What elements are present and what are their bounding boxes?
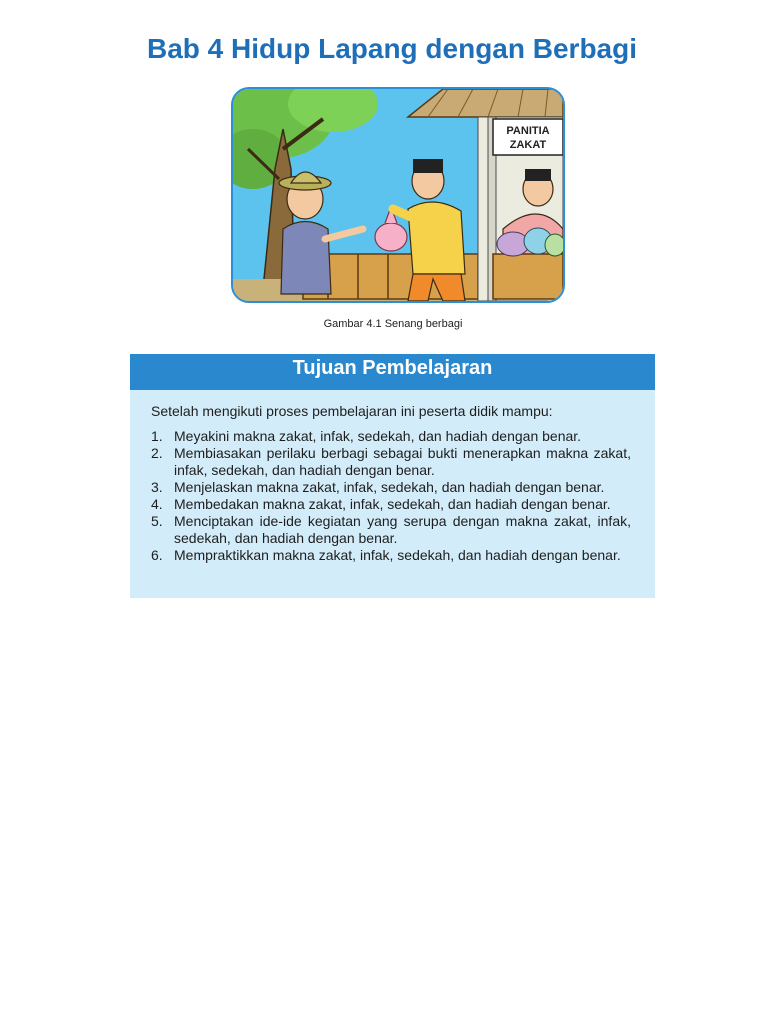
objective-item [151, 496, 631, 513]
objective-item [151, 513, 631, 547]
objective-text: Membedakan makna zakat, infak, sedekah, dan hadiah dengan benar. [174, 496, 611, 512]
objective-number: 3. [151, 479, 163, 495]
panitia-zakat-sign [493, 119, 563, 155]
svg-text:ZAKAT: ZAKAT [509, 139, 547, 151]
figure-caption: Gambar 4.1 Senang berbagi [323, 318, 463, 330]
svg-text:PANITIA: PANITIA [506, 125, 550, 137]
learning-objectives-box [130, 354, 655, 598]
zakat-illustration [231, 87, 565, 303]
objective-number: 1. [151, 428, 163, 444]
objective-text: Meyakini makna zakat, infak, sedekah, dan hadiah dengan benar. [174, 428, 582, 444]
objective-number: 6. [151, 547, 163, 563]
objective-text: Menciptakan ide-ide kegiatan yang serupa dengan makna zakat, infak, sedekah, dan hadiah dengan benar. [174, 513, 631, 546]
objective-item [151, 479, 631, 496]
chapter-title: Bab 4 Hidup Lapang dengan Berbagi [146, 32, 638, 64]
objectives-heading: Tujuan Pembelajaran [130, 354, 655, 390]
objective-text: Menjelaskan makna zakat, infak, sedekah, dan hadiah dengan benar. [174, 479, 605, 495]
objective-number: 4. [151, 496, 163, 512]
objective-number: 2. [151, 445, 163, 461]
objective-item [151, 445, 631, 479]
objectives-list [151, 428, 631, 564]
objective-text: Mempraktikkan makna zakat, infak, sedekah, dan hadiah dengan benar. [174, 547, 621, 563]
zakat-scene-drawing [233, 89, 563, 301]
objectives-intro: Setelah mengikuti proses pembelajaran ini peserta didik mampu: [151, 403, 553, 419]
objective-item [151, 428, 631, 445]
objective-number: 5. [151, 513, 163, 529]
objectives-body [130, 390, 655, 564]
objective-item [151, 547, 631, 564]
objective-text: Membiasakan perilaku berbagi sebagai bukti menerapkan makna zakat, infak, sedekah, dan hadiah dengan benar. [174, 445, 631, 478]
